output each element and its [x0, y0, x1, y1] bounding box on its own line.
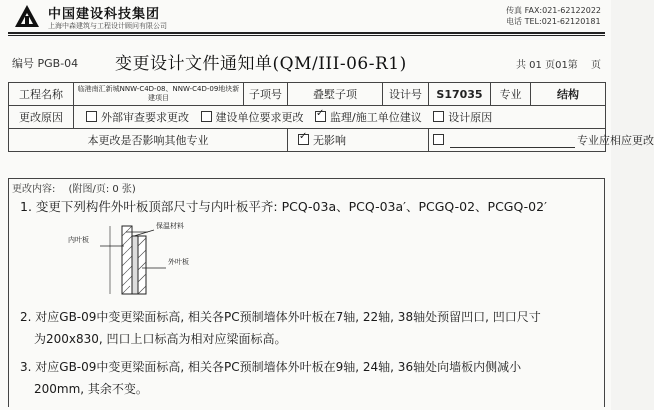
- checkbox[interactable]: [433, 134, 444, 145]
- checkbox[interactable]: [201, 111, 212, 122]
- insulation-label: 保温材料: [156, 222, 184, 230]
- fax-number: 传真 FAX:021-62122022: [506, 6, 601, 15]
- inner-leaf-label: 内叶板: [68, 236, 89, 244]
- no-impact-option[interactable]: ✓ 无影响: [288, 129, 429, 152]
- subitem-value: 叠墅子项: [288, 83, 383, 106]
- discipline-label: 专业: [491, 83, 531, 106]
- change-item-3-cont: 200mm, 其余不变。: [34, 382, 148, 396]
- company-logo-icon: [14, 4, 40, 28]
- header-rule-thin: [8, 35, 605, 36]
- discipline-blank-field[interactable]: [450, 135, 575, 148]
- design-no-value: S17035: [429, 83, 491, 106]
- impact-label: 本更改是否影响其他专业: [9, 129, 288, 152]
- design-no-label: 设计号: [383, 83, 429, 106]
- reason-supervisor-suggestion[interactable]: ✓ 监理/施工单位建议: [315, 111, 422, 124]
- header-rule: [8, 32, 605, 34]
- page-count: 共 01 页01第 页: [516, 60, 601, 71]
- impact-other-option[interactable]: 专业应相应更改: [429, 129, 606, 152]
- document-number: 编号 PGB-04: [12, 57, 79, 70]
- reason-design[interactable]: 设计原因: [433, 111, 492, 124]
- tel-number: 电话 TEL:021-62120181: [506, 17, 601, 26]
- section-detail-drawing: [70, 222, 215, 302]
- reason-client-request[interactable]: 建设单位要求更改: [201, 111, 304, 124]
- reason-options: [74, 106, 606, 129]
- document-title: 变更设计文件通知单(QM/III-06-R1): [115, 54, 407, 74]
- company-name: 中国建设科技集团: [48, 7, 161, 22]
- project-row: [9, 83, 606, 106]
- change-item-2: 2. 对应GB-09中变更梁面标高, 相关各PC预制墙体外叶板在7轴, 22轴, 38轴处预留凹口, 凹口尺寸: [20, 310, 541, 324]
- reason-row: [9, 106, 606, 129]
- info-table: [8, 82, 654, 152]
- discipline-value: 结构: [531, 83, 606, 106]
- project-value: 临港南汇新城NNW-C4D-08、NNW-C4D-09地块新建项目: [74, 83, 244, 106]
- company-subtitle: 上海中森建筑与工程设计顾问有限公司: [48, 22, 167, 30]
- change-item-3: 3. 对应GB-09中变更梁面标高, 相关各PC预制墙体外叶板在9轴, 24轴, 36轴处向墙板内侧减小: [20, 360, 522, 374]
- checkbox[interactable]: [433, 111, 444, 122]
- outer-leaf-label: 外叶板: [168, 258, 189, 266]
- content-label: 更改内容: (附图/页: 0 张): [12, 184, 136, 195]
- change-item-1: 1. 变更下列构件外叶板顶部尺寸与内叶板平齐: PCQ-03a、PCQ-03a′、PCGQ-02、PCGQ-02′: [20, 199, 547, 214]
- checkbox-checked[interactable]: [315, 111, 326, 122]
- impact-row: [9, 129, 606, 152]
- project-label: 工程名称: [9, 83, 74, 106]
- change-item-2-cont: 为200x830, 凹口上口标高为相对应梁面标高。: [34, 332, 287, 346]
- checkbox-checked[interactable]: [298, 134, 309, 145]
- reason-label: 更改原因: [9, 106, 74, 129]
- subitem-label: 子项号: [244, 83, 288, 106]
- contact-info: [506, 5, 601, 27]
- checkbox[interactable]: [86, 111, 97, 122]
- reason-external-review[interactable]: 外部审查要求更改: [86, 111, 189, 124]
